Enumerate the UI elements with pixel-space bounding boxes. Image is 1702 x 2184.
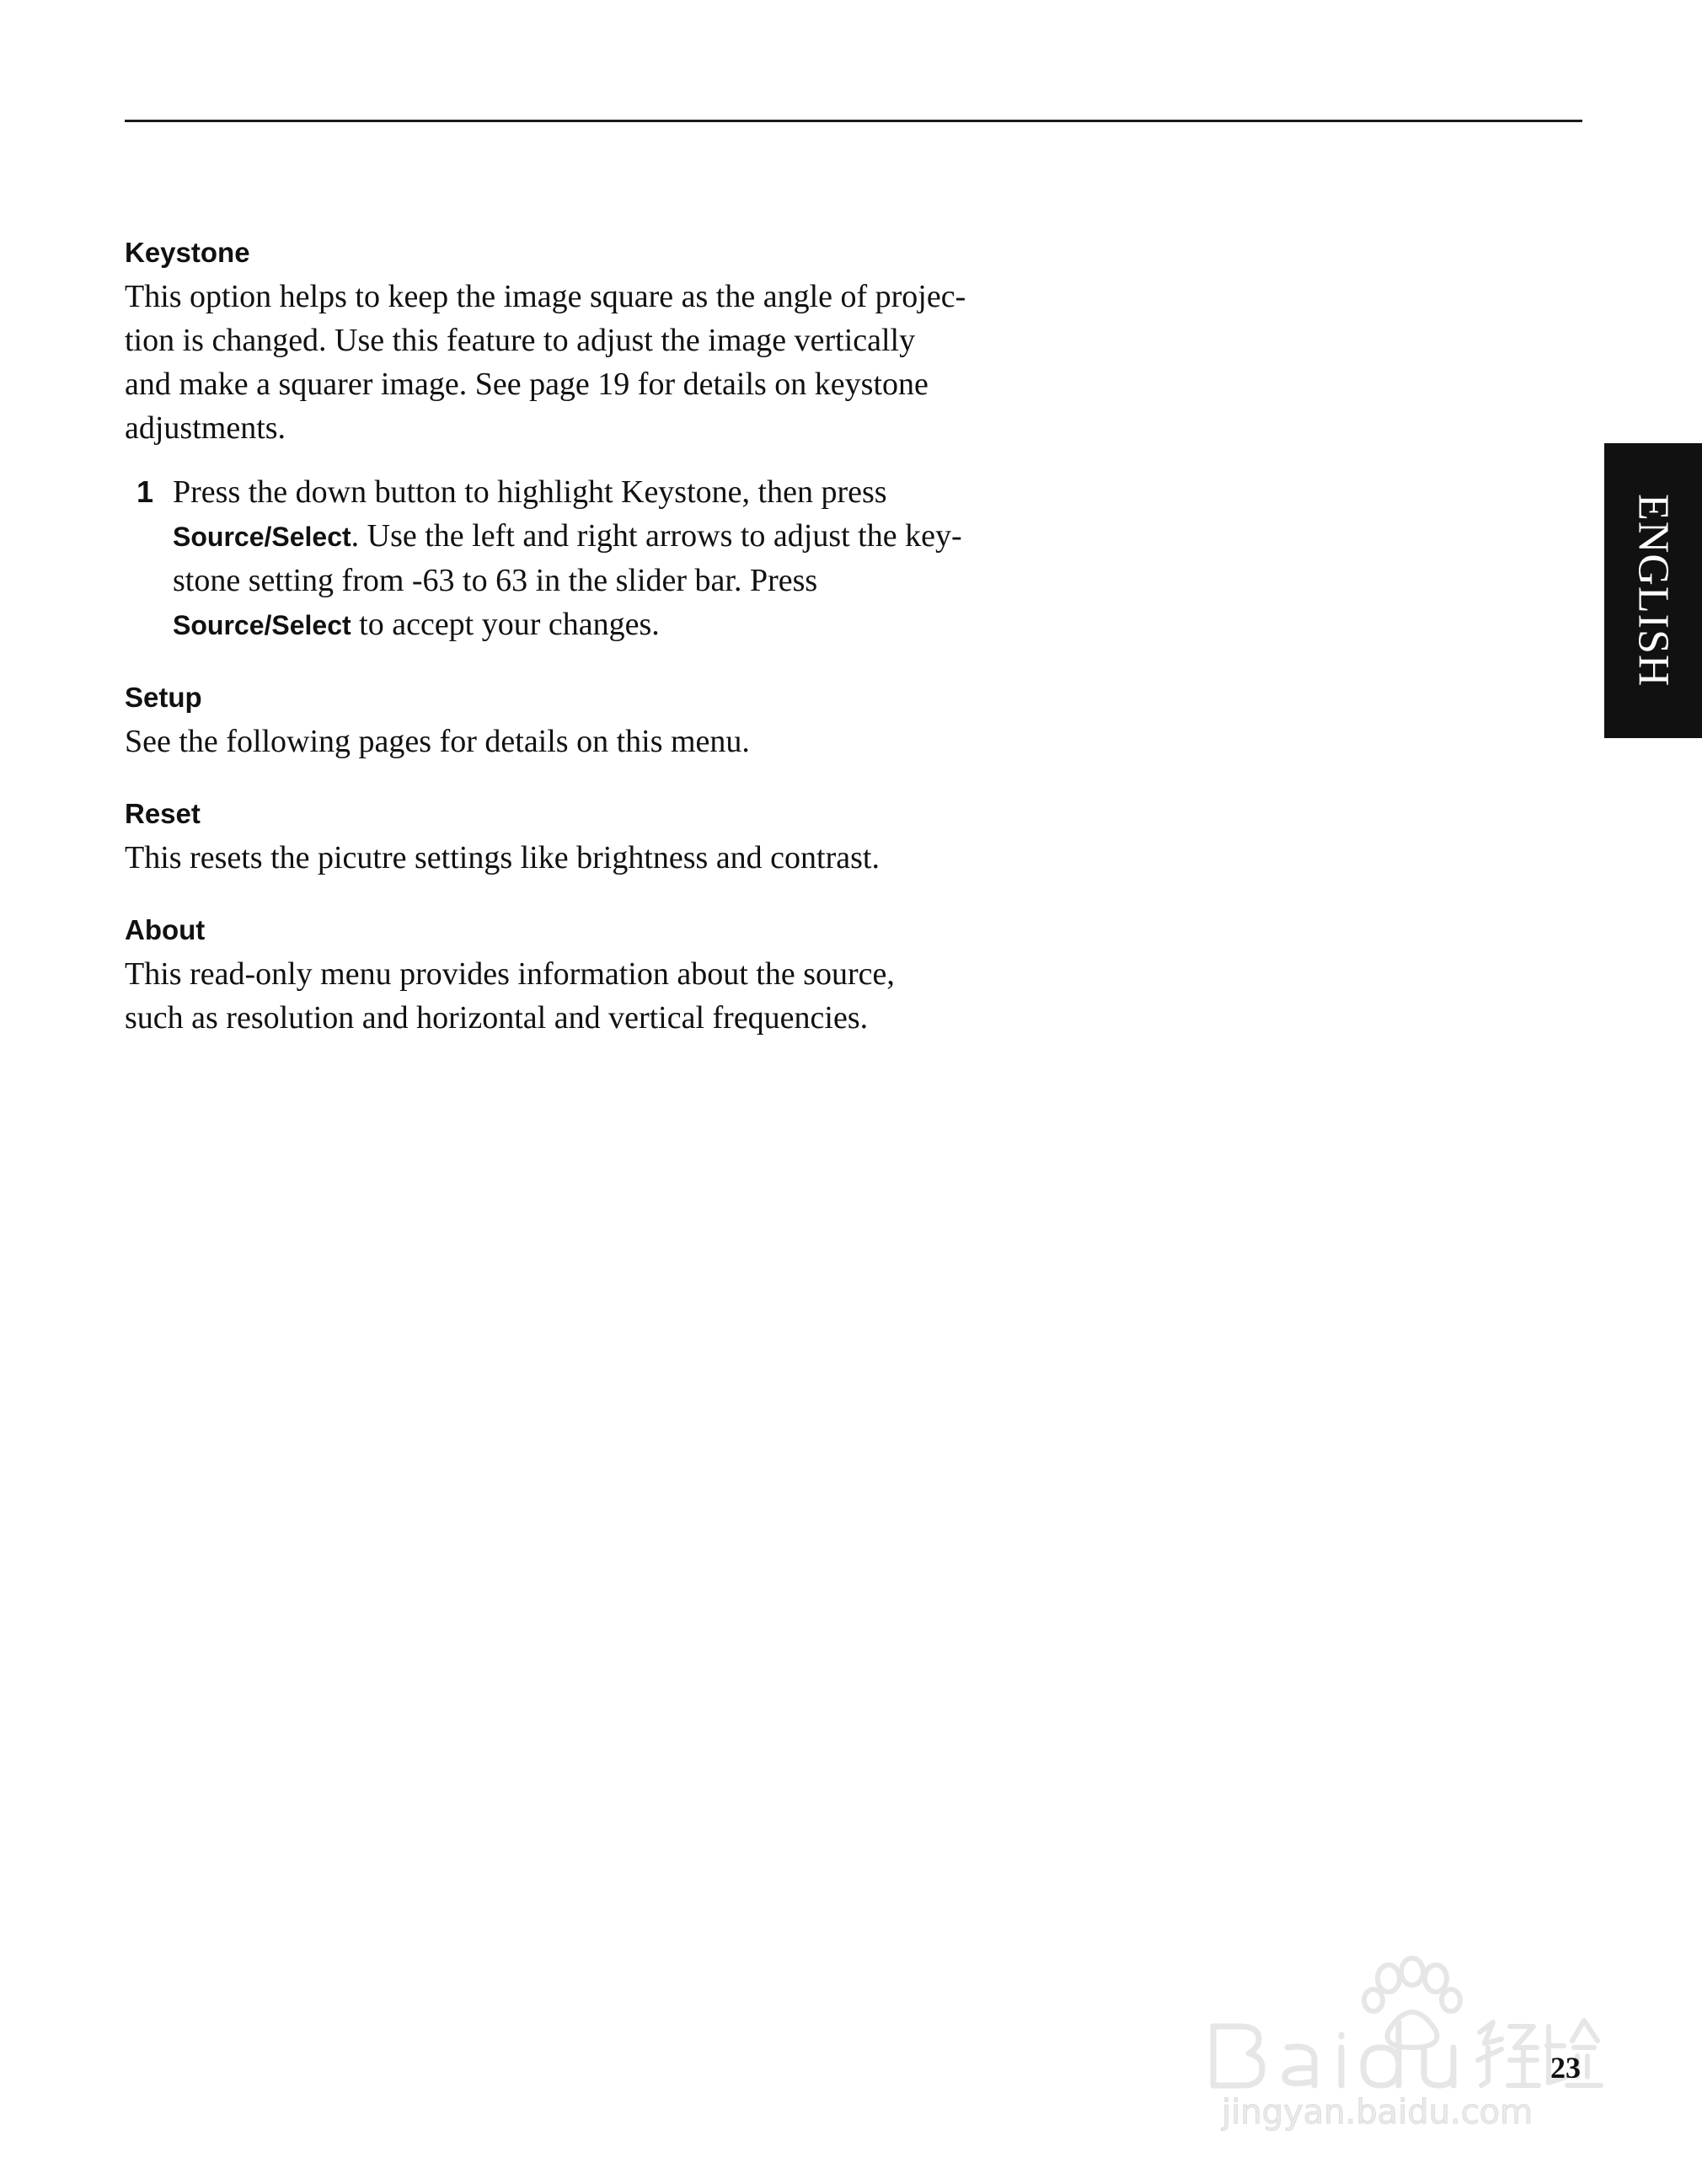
page-number: 23 (1550, 2051, 1581, 2085)
body-text-line: tion is changed. Use this feature to adjust the image vertically (125, 323, 916, 358)
body-text-line: such as resolution and horizontal and vertical frequencies. (125, 1000, 869, 1036)
step-text: . Use the left and right arrows to adjust the key- (351, 518, 962, 554)
page-content (125, 231, 1119, 1040)
section-heading-setup: Setup (125, 682, 202, 713)
section-about (125, 908, 1119, 1040)
body-text-line: This option helps to keep the image square as the angle of projec- (125, 279, 966, 314)
section-setup (125, 676, 1119, 763)
language-tab (1604, 443, 1702, 738)
header-rule (125, 120, 1582, 122)
svg-text:jingyan.baidu.com: jingyan.baidu.com (1222, 2093, 1533, 2132)
step-text-line (173, 514, 1119, 559)
section-keystone (125, 231, 1119, 647)
control-label-source-select: Source/Select (173, 610, 351, 640)
body-text-line: adjustments. (125, 410, 286, 446)
step-text-line: Press the down button to highlight Keystone, then press (173, 474, 887, 510)
body-text-line: This read-only menu provides information about the source, (125, 956, 895, 992)
body-text-line: See the following pages for details on this menu. (125, 724, 750, 759)
body-text-line: and make a squarer image. See page 19 for details on keystone (125, 367, 929, 402)
step-item (125, 470, 1119, 647)
control-label-source-select: Source/Select (173, 522, 351, 552)
section-heading-about: About (125, 914, 206, 945)
section-reset (125, 792, 1119, 880)
section-heading-reset: Reset (125, 798, 201, 829)
step-text-line (173, 602, 1119, 647)
step-text-line: stone setting from -63 to 63 in the slider bar. Press (173, 563, 818, 598)
baidu-watermark-logo (1196, 1921, 1609, 2132)
language-tab-label: ENGLISH (1629, 494, 1678, 688)
step-text: to accept your changes. (351, 607, 660, 642)
step-number: 1 (136, 474, 154, 509)
body-text-line: This resets the picutre settings like brightness and contrast. (125, 840, 880, 875)
section-heading-keystone: Keystone (125, 237, 250, 268)
